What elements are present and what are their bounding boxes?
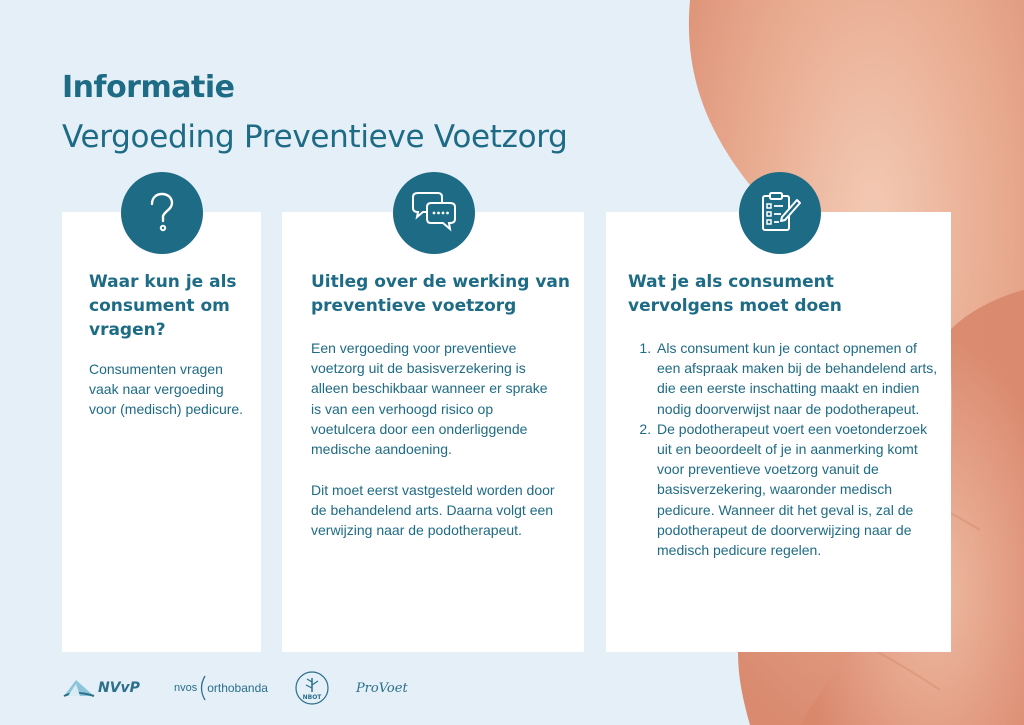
card-body-paragraph-1: Een vergoeding voor preventieve voetzorg uit de basisverzekering is alleen beschikbaar wanneer er sprake is van een verhoogd risico op voetulcera door een onderliggende medische aandoening. (311, 340, 548, 458)
provoet-logo-text-pro: Pro (355, 680, 379, 696)
nbot-logo-text: NBOT (302, 694, 322, 701)
list-item: 2. De podotherapeut voert een voetonderzoek uit en beoordeelt of je in aanmerking komt voor preventieve voetzorg vanuit de basisverzekering, waaronder medisch pedicure. Wanneer dit het geval is, zal de podotherapeut de doorverwijzing naar de medisch pedicure regelen. (655, 419, 943, 560)
card-title: Wat je als consument vervolgens moet doen (628, 272, 842, 316)
nbot-logo (294, 670, 330, 706)
card-questions (62, 212, 261, 652)
card-title: Uitleg over de werking van preventieve voetzorg (311, 272, 571, 316)
steps-list (637, 338, 943, 560)
card-explanation (282, 212, 584, 652)
section-label: Informatie (62, 70, 235, 105)
provoet-logo-text-voet: Voet (378, 680, 408, 696)
nvvp-logo (62, 676, 140, 700)
provoet-logo (356, 681, 408, 696)
card-body-paragraph-2: Dit moet eerst vastgesteld worden door de behandelend arts. Daarna volgt een verwijzing naar de podotherapeut. (311, 482, 555, 539)
nvos-logo-text: nvos (173, 682, 198, 694)
orthobanda-logo-text: orthobanda (207, 681, 268, 695)
card-next-steps (606, 212, 951, 652)
card-body: Consumenten vragen vaak naar vergoeding voor (medisch) pedicure. (89, 361, 244, 418)
list-item: 1. Als consument kun je contact opnemen of een afspraak maken bij de behandelend arts, die een eerste inschatting maakt en indien nodig doorverwijst naar de podotherapeut. (655, 338, 943, 419)
partner-logos (62, 668, 408, 708)
clipboard-checklist-icon (739, 172, 821, 254)
page-title: Vergoeding Preventieve Voetzorg (62, 119, 568, 155)
page-heading (62, 70, 568, 155)
nvos-curve-icon (197, 674, 207, 702)
nvvp-logo-text: NVvP (98, 680, 140, 696)
question-icon (121, 172, 203, 254)
card-title: Waar kun je als consument om vragen? (89, 272, 237, 340)
nvvp-wave-icon (62, 676, 96, 700)
nvos-orthobanda-logo (174, 674, 268, 702)
chat-bubbles-icon (393, 172, 475, 254)
